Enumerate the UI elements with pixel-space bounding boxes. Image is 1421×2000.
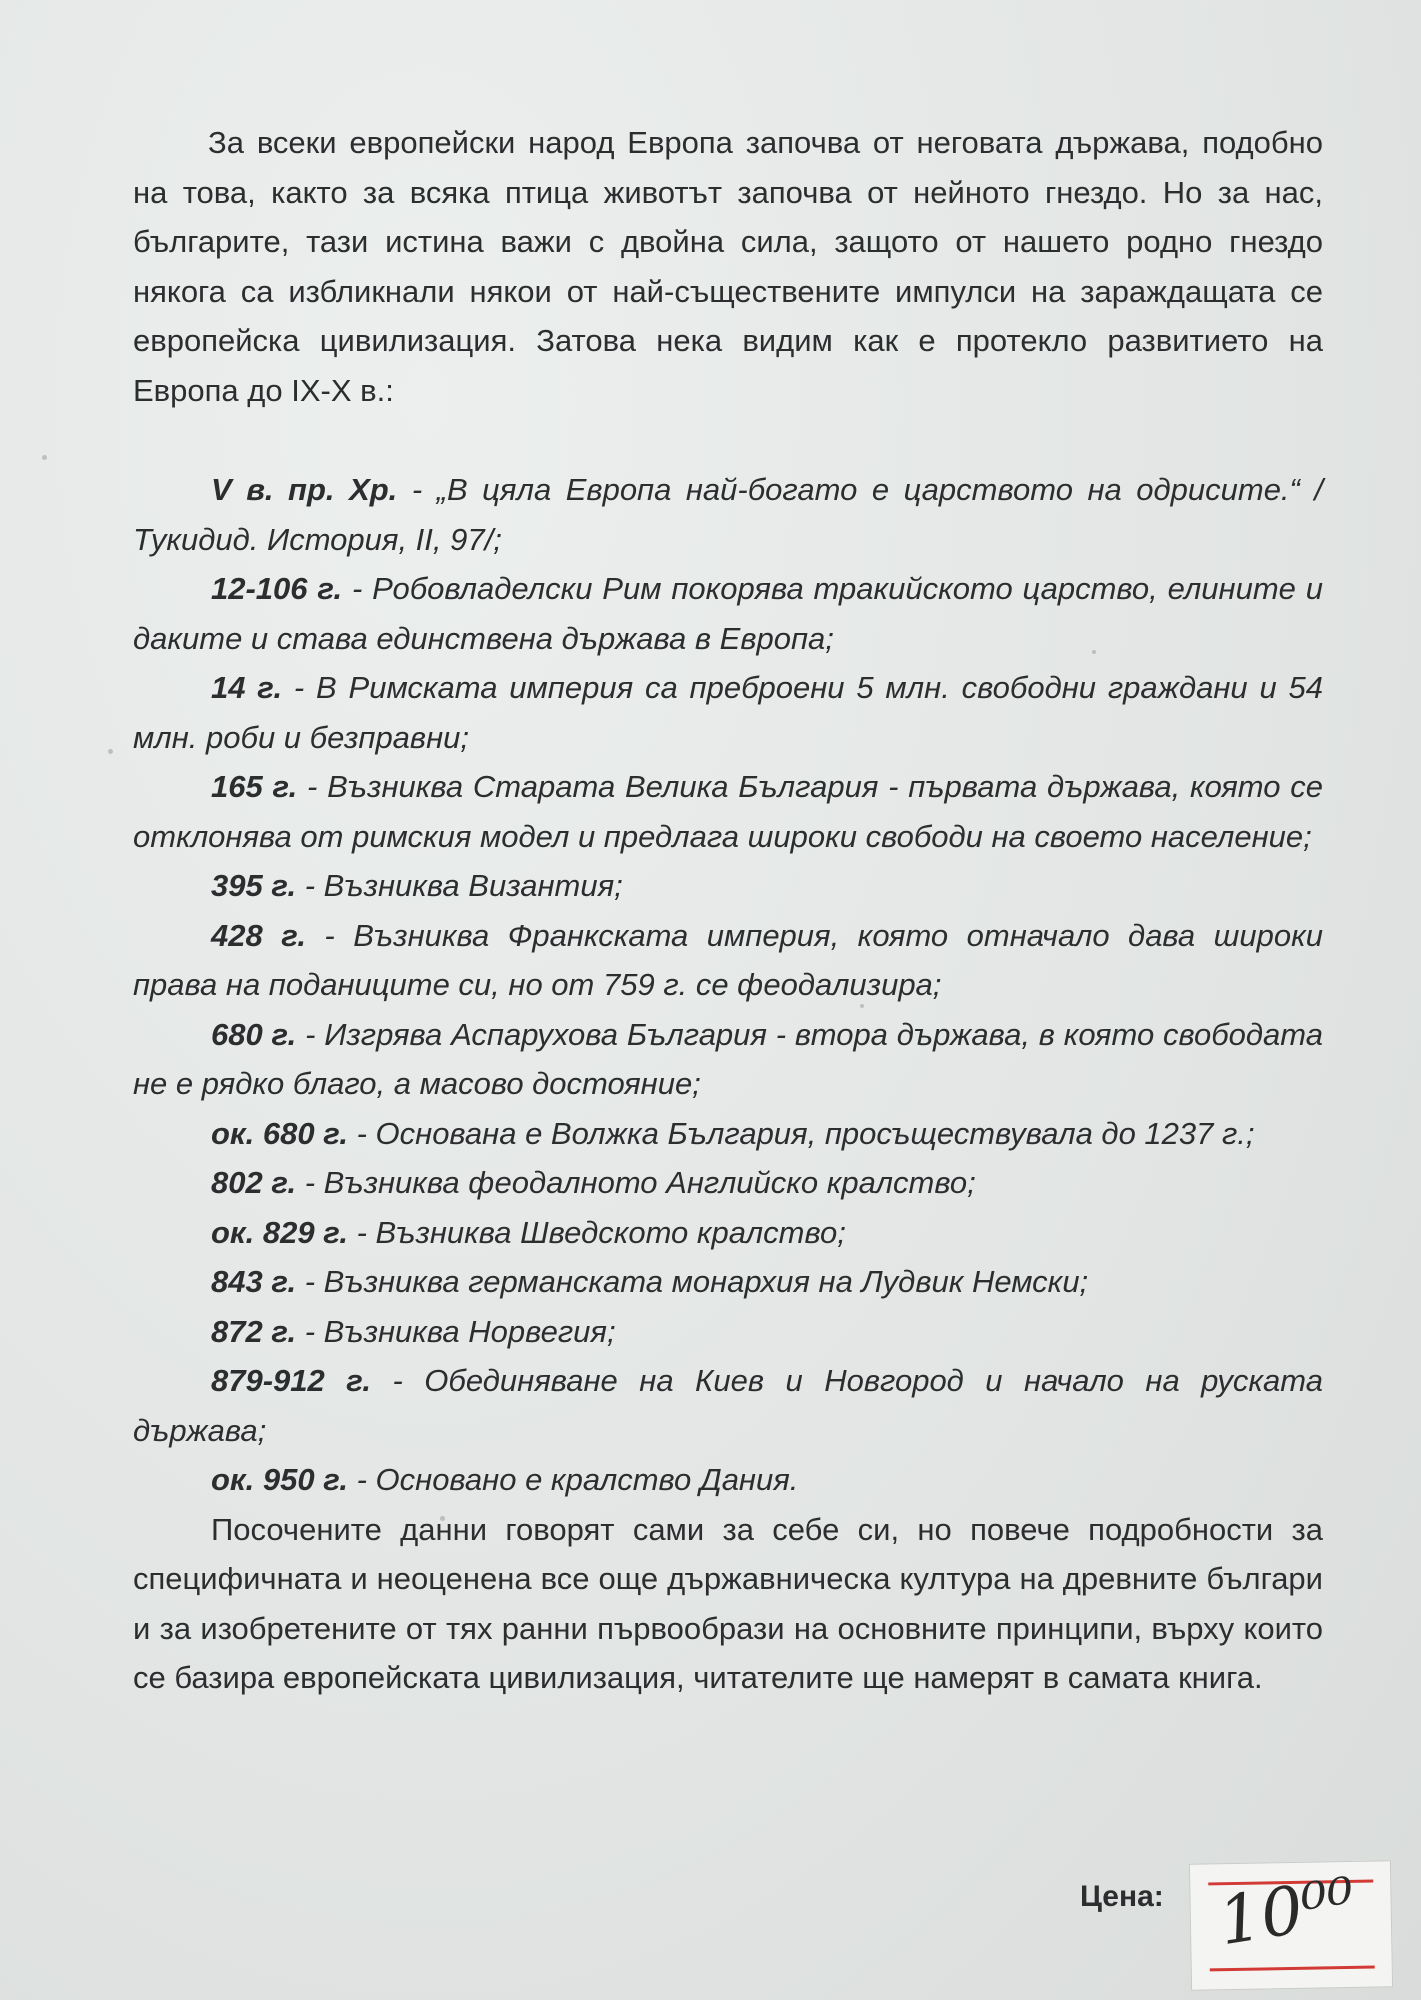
chronology-entry [133, 1158, 1323, 1208]
entry-date: 165 г. [211, 769, 298, 804]
entry-text: - Възниква германската монархия на Лудвик Немски; [296, 1264, 1089, 1299]
entry-text: - Възниква Шведското кралство; [347, 1214, 846, 1250]
chronology-entry [133, 663, 1323, 762]
entry-date: 802 г. [211, 1165, 297, 1200]
entry-date: V в. пр. Хр. [211, 472, 398, 507]
entry-text: - Обединяване на Киев и Новгород и начало на руската държава; [133, 1363, 1323, 1448]
intro-section [133, 118, 1323, 415]
price-value: 10⁰⁰ [1213, 1862, 1361, 1961]
entry-date: 12-106 г. [211, 571, 343, 606]
chronology-entry [133, 911, 1323, 1010]
chronology-entry [133, 762, 1323, 861]
outro-paragraph: Посочените данни говорят сами за себе си, но повече подробности за специфичната и неоценена все още държавническа култура на древните българи и за изобретените от тях ранни първообрази на основните принципи, върху които се базира европейската цивилизация, читателите ще намерят в самата книга. [133, 1511, 1323, 1695]
chronology-entry [133, 564, 1323, 663]
chronology-entry [133, 1109, 1323, 1159]
chronology-entry [133, 1455, 1323, 1505]
chronology-entry [133, 861, 1323, 911]
entry-date: 879-912 г. [211, 1363, 372, 1398]
chronology-entry [133, 1307, 1323, 1357]
entry-date: ок. 680 г. [211, 1115, 348, 1151]
entry-text: - Възниква Византия; [296, 868, 623, 903]
entry-date: 872 г. [211, 1313, 297, 1349]
entry-date: ок. 829 г. [211, 1214, 348, 1250]
chronology-entry [133, 1208, 1323, 1258]
entry-text: - Робовладелски Рим покорява тракийското царство, елините и даките и става единствена държава в Европа; [133, 571, 1323, 656]
paper-speck [108, 749, 113, 754]
entry-date: 680 г. [211, 1016, 297, 1052]
entry-text: - Основана е Волжка България, просъществувала до 1237 г.; [347, 1115, 1255, 1151]
intro-paragraph: За всеки европейски народ Европа започва от неговата държава, подобно на това, както за всяка птица животът започва от нейното гнездо. Но за нас, българите, тази истина важи с двойна сила, защото от нашето родно гнездо някога са избликнали някои от най-съществените импулси на зараждащата се европейска цивилизация. Затова нека видим как е протекло развитието на Европа до IX-X в.: [133, 125, 1323, 408]
price-sticker [1189, 1860, 1393, 1991]
chronology-entry [133, 1356, 1323, 1455]
entry-date: 395 г. [211, 868, 297, 903]
entry-text: - Възниква Норвегия; [296, 1313, 616, 1349]
chronology-entry [133, 1010, 1323, 1109]
chronology-list [133, 465, 1323, 1505]
entry-text: - „В цяла Европа най-богато е царството на одрисите.“ /Тукидид. История, II, 97/; [133, 472, 1324, 557]
entry-text: - Възниква Франкската империя, която отначало дава широки права на поданиците си, но от 759 г. се феодализира; [133, 917, 1323, 1002]
entry-date: 843 г. [211, 1264, 297, 1299]
chronology-entry [133, 1257, 1323, 1307]
entry-date: 428 г. [211, 917, 306, 953]
entry-text: - Изгрява Аспарухова България - втора държава, в която свободата не е рядко благо, а масово достояние; [133, 1016, 1323, 1101]
entry-text: - В Римската империя са преброени 5 млн. свободни граждани и 54 млн. роби и безправни; [133, 670, 1323, 755]
entry-date: ок. 950 г. [211, 1462, 348, 1497]
entry-text: - Възниква Старата Велика България - първата държава, която се отклонява от римския модел и предлага широки свободи на своето население; [133, 769, 1323, 854]
entry-text: - Възниква феодалното Английско кралство; [296, 1165, 976, 1200]
entry-date: 14 г. [211, 670, 283, 705]
price-label: Цена: [1080, 1880, 1164, 1913]
chronology-entry [133, 465, 1323, 564]
sticker-red-line [1210, 1966, 1375, 1972]
price-block [1080, 1880, 1164, 1914]
entry-text: - Основано е кралство Дания. [347, 1462, 799, 1497]
paper-speck [42, 455, 47, 460]
cover-text [133, 118, 1323, 1703]
